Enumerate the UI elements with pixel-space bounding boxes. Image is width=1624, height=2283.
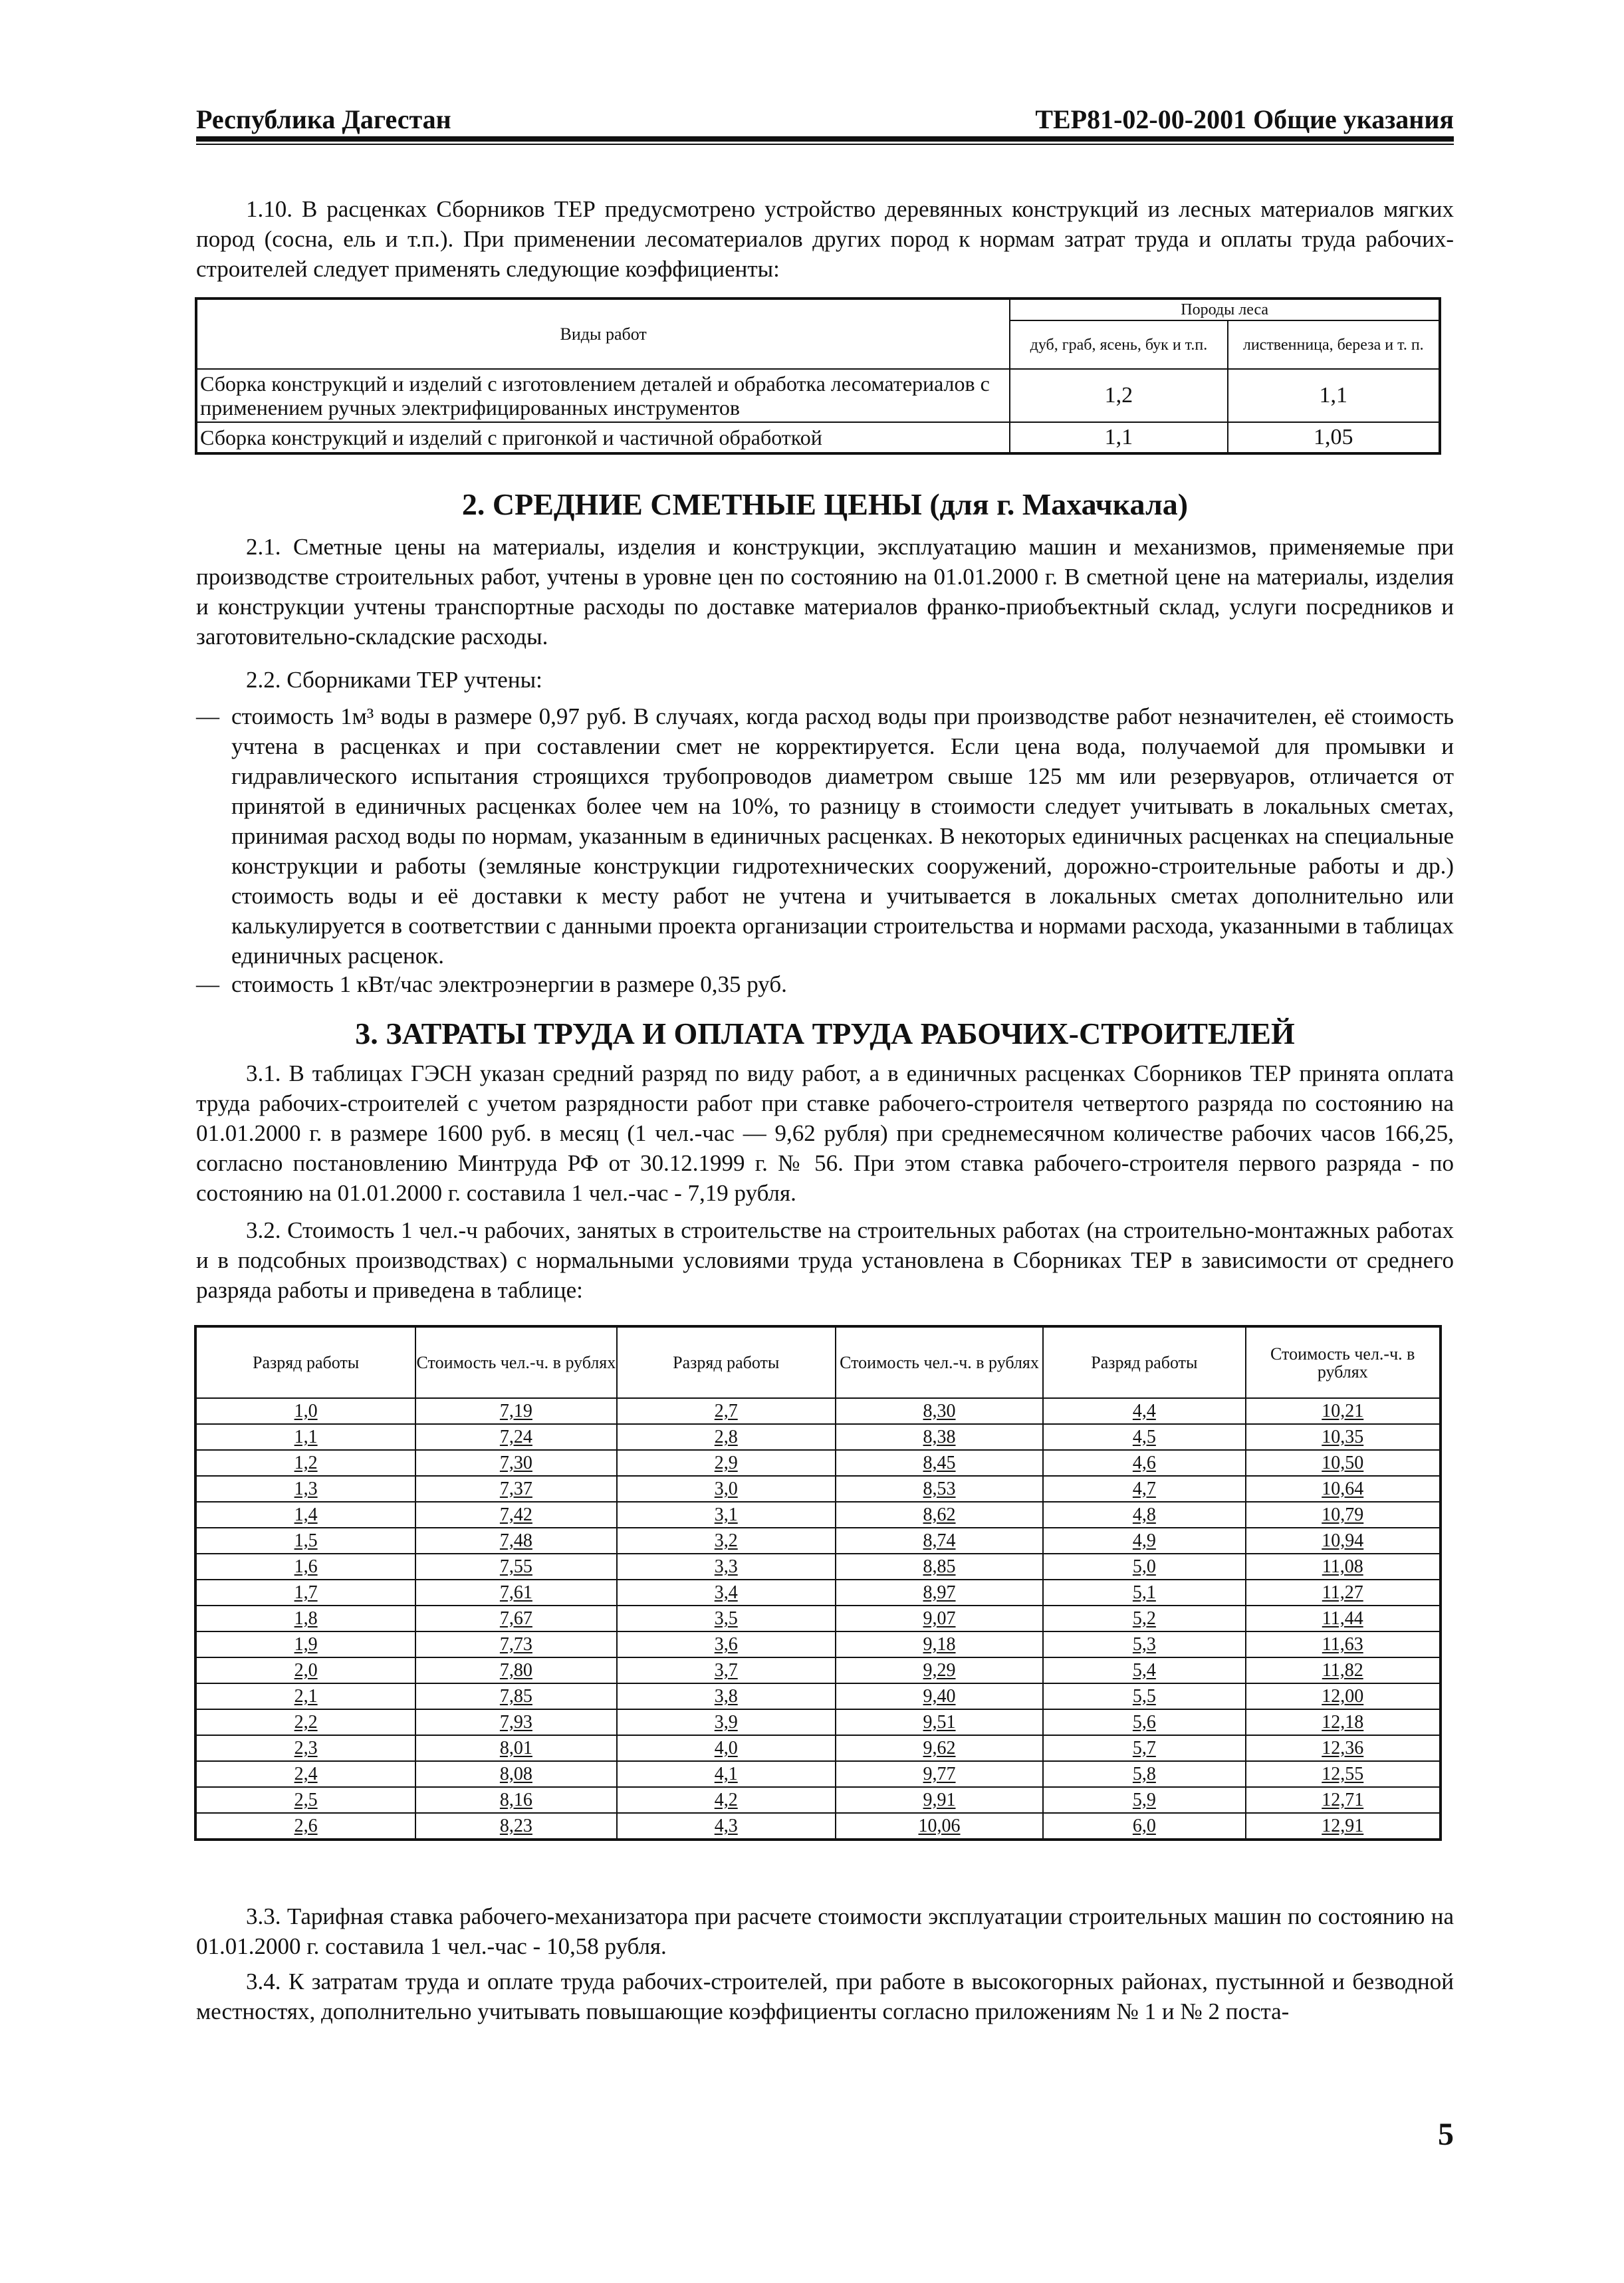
paragraph-2-1: 2.1. Сметные цены на материалы, изделия и конструкции, эксплуатацию машин и механизмов, применяемые при производстве строительных работ, учтены в уровне цен по состоянию на 01.01.2000 г. В сметной цене на материалы, изделия и конструкции учтены транспортные расходы по доставке материалов франко-приобъектный склад, услуги посредников и заготовительно-складские расходы.: [196, 534, 1454, 650]
rank-cell: 1,1: [195, 1424, 415, 1450]
rank-cell: 5,8: [1043, 1761, 1245, 1787]
rank-cell: 1,2: [195, 1450, 415, 1476]
section-3-heading: 3. ЗАТРАТЫ ТРУДА И ОПЛАТА ТРУДА РАБОЧИХ-СТРОИТЕЛЕЙ: [355, 1017, 1295, 1050]
paragraph-2-2: 2.2. Сборниками ТЕР учтены:: [246, 667, 542, 693]
rank-cell: 3,5: [617, 1606, 836, 1631]
rank-cell: 2,4: [195, 1761, 415, 1787]
table-row: [195, 1528, 1441, 1554]
rank-cell: 2,5: [195, 1787, 415, 1813]
table-row: [195, 1631, 1441, 1657]
paragraph-3-1: 3.1. В таблицах ГЭСН указан средний разряд по виду работ, а в единичных расценках Сборников ТЕР принята оплата труда рабочих-строителей с учетом разрядности работ при ставке рабочего-строителя четвертого разряда по состоянию на 01.01.2000 г. в размере 1600 руб. в месяц (1 чел.-час — 9,62 рубля) при среднемесячном количестве рабочих часов 166,25, согласно постановлению Минтруда РФ от 30.12.1999 г. № 56. При этом ставка рабочего-строителя первого разряда - по состоянию на 01.01.2000 г. составила 1 чел.-час - 7,19 рубля.: [196, 1060, 1454, 1206]
cost-cell: 8,23: [415, 1813, 616, 1840]
cost-cell: 7,55: [415, 1554, 616, 1580]
rank-cell: 2,9: [617, 1450, 836, 1476]
table-row: [196, 369, 1440, 422]
rank-cell: 3,2: [617, 1528, 836, 1554]
cost-cell: 9,29: [836, 1657, 1043, 1683]
paragraph-1-10: 1.10. В расценках Сборников ТЕР предусмотрено устройство деревянных конструкций из лесных материалов мягких пород (сосна, ель и т.п.). При применении лесоматериалов других пород к нормам затрат труда и оплаты труда рабочих-строителей следует применять следующие коэффициенты:: [196, 196, 1454, 282]
rank-cell: 3,9: [617, 1709, 836, 1735]
cost-cell: 7,67: [415, 1606, 616, 1631]
rank-cell: 4,7: [1043, 1476, 1245, 1502]
rank-cell: 5,7: [1043, 1735, 1245, 1761]
cost-cell: 9,18: [836, 1631, 1043, 1657]
rank-cell: 3,4: [617, 1580, 836, 1606]
cost-cell: 9,91: [836, 1787, 1043, 1813]
rank-cell: 2,1: [195, 1683, 415, 1709]
table-row: [195, 1580, 1441, 1606]
rank-cell: 2,3: [195, 1735, 415, 1761]
rank-cell: 2,7: [617, 1398, 836, 1424]
col-header-cost: Стоимость чел.-ч. в рублях: [1246, 1326, 1441, 1398]
cost-cell: 8,38: [836, 1424, 1043, 1450]
cost-cell: 10,94: [1246, 1528, 1441, 1554]
cost-cell: 10,79: [1246, 1502, 1441, 1528]
rank-cell: 4,5: [1043, 1424, 1245, 1450]
table-row: [195, 1606, 1441, 1631]
cost-cell: 10,64: [1246, 1476, 1441, 1502]
cost-cell: 8,97: [836, 1580, 1043, 1606]
rank-cell: 2,8: [617, 1424, 836, 1450]
rank-cell: 5,0: [1043, 1554, 1245, 1580]
cost-cell: 8,62: [836, 1502, 1043, 1528]
rank-cell: 1,5: [195, 1528, 415, 1554]
cost-cell: 7,24: [415, 1424, 616, 1450]
col-header-cost: Стоимость чел.-ч. в рублях: [836, 1326, 1043, 1398]
cost-cell: 8,85: [836, 1554, 1043, 1580]
rank-cell: 1,0: [195, 1398, 415, 1424]
rank-cell: 1,4: [195, 1502, 415, 1528]
cost-cell: 8,08: [415, 1761, 616, 1787]
cost-cell: 7,42: [415, 1502, 616, 1528]
cost-cell: 12,71: [1246, 1787, 1441, 1813]
cost-cell: 8,16: [415, 1787, 616, 1813]
list-item-text: стоимость 1 кВт/час электроэнергии в размере 0,35 руб.: [231, 971, 787, 997]
paragraph-3-4: 3.4. К затратам труда и оплате труда рабочих-строителей, при работе в высокогорных районах, пустынной и безводной местностях, дополнительно учитывать повышающие коэффициенты согласно приложениям № 1 и № 2 поста-: [196, 1969, 1454, 2024]
labor-rate-table-body: [195, 1398, 1441, 1840]
rank-cell: 4,8: [1043, 1502, 1245, 1528]
cost-cell: 11,63: [1246, 1631, 1441, 1657]
rank-cell: 1,6: [195, 1554, 415, 1580]
work-type-cell: Сборка конструкций и изделий с изготовлением деталей и обработка лесоматериалов с применением ручных электрифицированных инструментов: [196, 369, 1010, 422]
cost-cell: 12,55: [1246, 1761, 1441, 1787]
header-rule-thick: [196, 136, 1454, 142]
table-row: [195, 1657, 1441, 1683]
header-region: Республика Дагестан: [196, 104, 451, 134]
cost-cell: 10,06: [836, 1813, 1043, 1840]
rank-cell: 1,7: [195, 1580, 415, 1606]
running-header: [196, 100, 1454, 137]
cost-cell: 8,53: [836, 1476, 1043, 1502]
rank-cell: 4,4: [1043, 1398, 1245, 1424]
cost-cell: 10,50: [1246, 1450, 1441, 1476]
cost-cell: 9,07: [836, 1606, 1043, 1631]
cost-cell: 7,30: [415, 1450, 616, 1476]
cost-cell: 7,73: [415, 1631, 616, 1657]
rank-cell: 5,4: [1043, 1657, 1245, 1683]
cost-cell: 8,01: [415, 1735, 616, 1761]
rank-cell: 4,2: [617, 1787, 836, 1813]
page-number: 5: [1438, 2117, 1454, 2152]
table-row: [195, 1709, 1441, 1735]
col-header-cost: Стоимость чел.-ч. в рублях: [415, 1326, 616, 1398]
cost-cell: 12,91: [1246, 1813, 1441, 1840]
cost-cell: 8,30: [836, 1398, 1043, 1424]
cost-cell: 7,93: [415, 1709, 616, 1735]
table-row: [195, 1398, 1441, 1424]
cost-cell: 10,21: [1246, 1398, 1441, 1424]
table-row: [196, 422, 1440, 453]
header-rule-thin: [196, 144, 1454, 145]
cost-cell: 8,74: [836, 1528, 1043, 1554]
rank-cell: 5,1: [1043, 1580, 1245, 1606]
cost-cell: 10,35: [1246, 1424, 1441, 1450]
rank-cell: 6,0: [1043, 1813, 1245, 1840]
rank-cell: 3,8: [617, 1683, 836, 1709]
table-row: [195, 1787, 1441, 1813]
rank-cell: 4,6: [1043, 1450, 1245, 1476]
table-row: [195, 1813, 1441, 1840]
list-item-electricity-cost: [196, 969, 1454, 999]
rank-cell: 2,2: [195, 1709, 415, 1735]
col-header-larch-group: лиственница, береза и т. п.: [1228, 320, 1440, 369]
rank-cell: 4,1: [617, 1761, 836, 1787]
rank-cell: 1,9: [195, 1631, 415, 1657]
cost-cell: 7,37: [415, 1476, 616, 1502]
coef-cell: 1,1: [1228, 369, 1440, 422]
cost-cell: 11,08: [1246, 1554, 1441, 1580]
coef-cell: 1,1: [1010, 422, 1227, 453]
rank-cell: 4,3: [617, 1813, 836, 1840]
table-row: [195, 1554, 1441, 1580]
cost-cell: 11,44: [1246, 1606, 1441, 1631]
rank-cell: 1,3: [195, 1476, 415, 1502]
dash-marker: —: [196, 703, 219, 729]
list-item-text: стоимость 1м³ воды в размере 0,97 руб. В случаях, когда расход воды при производстве работ незначителен, её стоимость учтена в расценках и при составлении смет не корректируется. Если цена вода, получаемой для промывки и гидравлического испытания строящихся трубопроводов диаметром свыше 125 мм или резервуаров, отличается от принятой в единичных расценках более чем на 10%, то разницу в стоимости следует учитывать в локальных сметах, принимая расход воды по нормам, указанным в единичных расценках. В некоторых единичных расценках на специальные конструкции и работы (земляные конструкции гидротехнических сооружений, дорожно-строительные работы и др.) стоимость воды и её доставки к месту работ не учтена и учитывается в локальных сметах дополнительно или калькулируется в соответствии с данными проекта организации строительства и нормами расхода, указанными в таблицах единичных расценок.: [231, 703, 1454, 969]
rank-cell: 2,0: [195, 1657, 415, 1683]
cost-cell: 7,19: [415, 1398, 616, 1424]
rank-cell: 1,8: [195, 1606, 415, 1631]
cost-cell: 7,85: [415, 1683, 616, 1709]
cost-cell: 9,77: [836, 1761, 1043, 1787]
col-header-work-types: Виды работ: [196, 299, 1010, 369]
rank-cell: 3,7: [617, 1657, 836, 1683]
wood-coefficients-table: [195, 297, 1441, 455]
rank-cell: 5,9: [1043, 1787, 1245, 1813]
col-header-oak-group: дуб, граб, ясень, бук и т.п.: [1010, 320, 1227, 369]
rank-cell: 5,3: [1043, 1631, 1245, 1657]
cost-cell: 9,62: [836, 1735, 1043, 1761]
work-type-cell: Сборка конструкций и изделий с пригонкой и частичной обработкой: [196, 422, 1010, 453]
cost-cell: 9,51: [836, 1709, 1043, 1735]
paragraph-3-2: 3.2. Стоимость 1 чел.-ч рабочих, занятых в строительстве на строительных работах (на строительно-монтажных работах и в подсобных производствах) с нормальными условиями труда установлена в Сборниках ТЕР в зависимости от среднего разряда работы и приведена в таблице:: [196, 1217, 1454, 1303]
col-header-wood-species: Породы леса: [1010, 299, 1440, 320]
cost-cell: 7,61: [415, 1580, 616, 1606]
rank-cell: 3,3: [617, 1554, 836, 1580]
coef-cell: 1,05: [1228, 422, 1440, 453]
cost-cell: 12,36: [1246, 1735, 1441, 1761]
rank-cell: 2,6: [195, 1813, 415, 1840]
cost-cell: 7,48: [415, 1528, 616, 1554]
table-row: [195, 1761, 1441, 1787]
cost-cell: 11,82: [1246, 1657, 1441, 1683]
table-row: [195, 1450, 1441, 1476]
table-row: [195, 1424, 1441, 1450]
rank-cell: 3,1: [617, 1502, 836, 1528]
table-row: [195, 1476, 1441, 1502]
coef-cell: 1,2: [1010, 369, 1227, 422]
header-doc-code: ТЕР81-02-00-2001 Общие указания: [1035, 104, 1454, 134]
col-header-rank: Разряд работы: [617, 1326, 836, 1398]
table-row: [195, 1502, 1441, 1528]
cost-cell: 12,18: [1246, 1709, 1441, 1735]
cost-cell: 9,40: [836, 1683, 1043, 1709]
list-item-water-cost: [196, 701, 1454, 971]
cost-cell: 7,80: [415, 1657, 616, 1683]
col-header-rank: Разряд работы: [1043, 1326, 1245, 1398]
labor-rate-table: [194, 1325, 1442, 1841]
col-header-rank: Разряд работы: [195, 1326, 415, 1398]
rank-cell: 5,6: [1043, 1709, 1245, 1735]
rank-cell: 4,0: [617, 1735, 836, 1761]
table-row: [195, 1735, 1441, 1761]
cost-cell: 8,45: [836, 1450, 1043, 1476]
rank-cell: 5,5: [1043, 1683, 1245, 1709]
dash-marker: —: [196, 971, 219, 997]
cost-cell: 12,00: [1246, 1683, 1441, 1709]
rank-cell: 4,9: [1043, 1528, 1245, 1554]
section-2-heading: 2. СРЕДНИЕ СМЕТНЫЕ ЦЕНЫ (для г. Махачкала): [461, 487, 1189, 521]
cost-cell: 11,27: [1246, 1580, 1441, 1606]
paragraph-3-3: 3.3. Тарифная ставка рабочего-механизатора при расчете стоимости эксплуатации строительных машин по состоянию на 01.01.2000 г. составила 1 чел.-час - 10,58 рубля.: [196, 1903, 1454, 1959]
rank-cell: 3,6: [617, 1631, 836, 1657]
rank-cell: 3,0: [617, 1476, 836, 1502]
table-row: [195, 1683, 1441, 1709]
rank-cell: 5,2: [1043, 1606, 1245, 1631]
